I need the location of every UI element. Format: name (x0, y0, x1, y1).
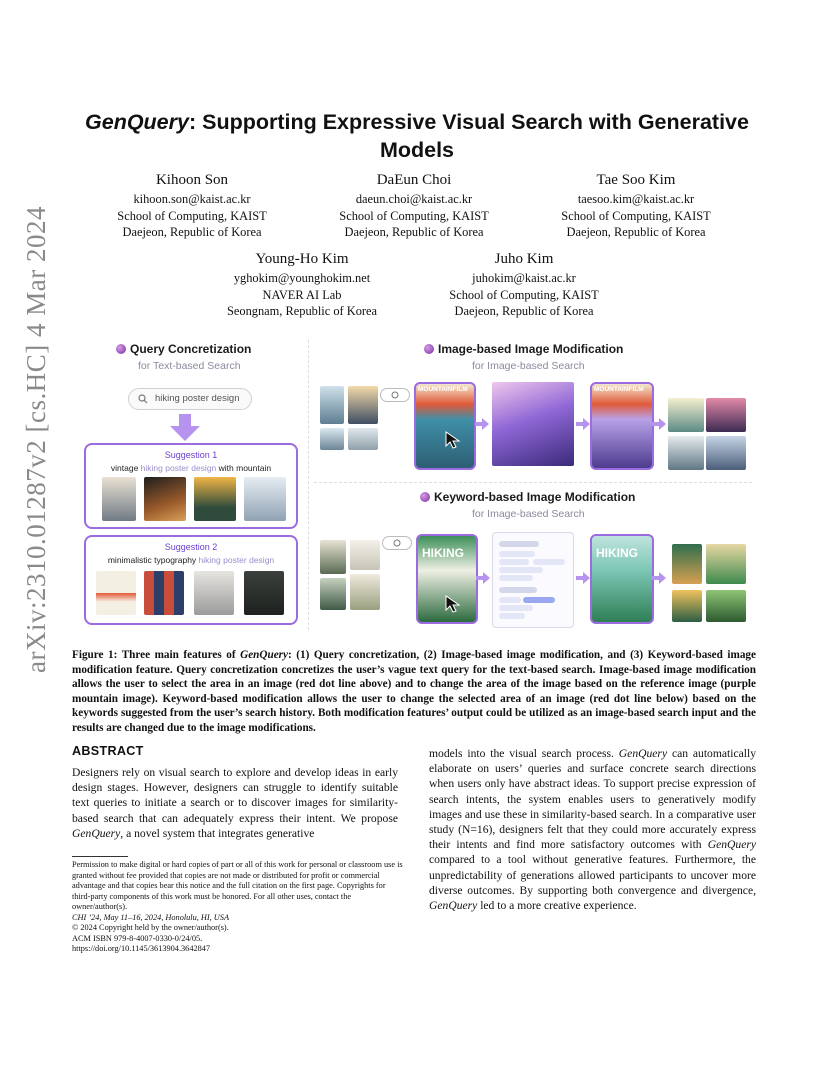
title-rest: : Supporting Expressive Visual Search with Generative Models (188, 110, 749, 162)
suggestion-label: Suggestion 1 (164, 450, 218, 460)
author-email: taesoo.kim@kaist.ac.kr (577, 192, 695, 206)
panel-keyword-modification-subtitle: for Image-based Search (472, 508, 585, 520)
title-system-name: GenQuery (85, 110, 189, 134)
right-arrow-icon (652, 418, 666, 430)
result-thumbnail (706, 436, 746, 470)
modified-hiking-poster (590, 534, 654, 624)
author-block-4 (202, 249, 402, 320)
source-thumbnail (350, 540, 380, 570)
author-block-3 (536, 170, 736, 241)
author-block-1 (92, 170, 292, 241)
figure-1 (82, 336, 754, 632)
keyword-chip[interactable] (499, 613, 525, 619)
result-thumbnail (96, 571, 136, 615)
poster-title: MOUNTAINFILM (418, 386, 468, 393)
poster-title: MOUNTAINFILM (594, 386, 644, 393)
right-arrow-icon (475, 418, 489, 430)
result-thumbnail (244, 571, 284, 615)
keyword-chip-selected[interactable] (523, 597, 555, 603)
author-block-2 (314, 170, 514, 241)
source-thumbnail (320, 540, 346, 574)
search-icon (138, 394, 148, 404)
panel-query-concretization-title: Query Concretization (116, 342, 251, 356)
suggestion-card-1 (84, 443, 298, 529)
search-bar (128, 388, 252, 410)
isbn-text: ACM ISBN 979-8-4007-0330-0/24/05. (72, 933, 203, 943)
panel-image-modification-title: Image-based Image Modification (424, 342, 623, 356)
arxiv-stamp: arXiv:2310.01287v2 [cs.HC] 4 Mar 2024 (21, 206, 51, 673)
figure-caption: Figure 1: Three main features of GenQuery: (1) Query concretization, (2) Image-based image modification, and (3) Keyword-based image modification feature. Query concretization concretizes the user’s vague text query for the text-based search. Image-based image modification allows the user to select the area in an image (red dot line above) and to change the area of the image based on the reference image (purple mountain image). Keyword-based modification allows the user to change the selected area of an image (red dot line below) based on the keywords suggested from the user’s search history. Both modification features’ output could be utilized as an image-based search input and the results are changed due to the image modifications. (72, 649, 756, 734)
result-thumbnail (144, 477, 186, 521)
source-thumbnail (350, 574, 380, 610)
source-thumbnail (320, 428, 344, 450)
result-thumbnail (706, 590, 746, 622)
suggestion-text: vintage hiking poster design with mountain (110, 463, 272, 473)
result-thumbnail (244, 477, 286, 521)
modified-poster-image (590, 382, 654, 470)
keyword-chip[interactable] (499, 567, 543, 573)
author-affiliation: School of Computing, KAIST (117, 208, 267, 223)
permission-text: Permission to make digital or hard copies of part or all of this work for personal or classroom use is granted without fee provided that copies are not made or distributed for profit or commercial advantage and that copies bear this notice and the full citation on the first page. Copyrights for third-party components of this work must be honored. For all other uses, contact the owner/author(s). (72, 860, 403, 911)
keyword-chip[interactable] (499, 605, 533, 611)
right-arrow-icon (576, 418, 590, 430)
author-name: Kihoon Son (155, 172, 229, 188)
right-arrow-icon (652, 572, 666, 584)
author-affiliation: School of Computing, KAIST (561, 208, 711, 223)
keyword-chip[interactable] (499, 559, 529, 565)
suggestion-label: Suggestion 2 (164, 542, 218, 552)
source-thumbnail (348, 386, 378, 424)
author-email: yghokim@younghokim.net (233, 271, 371, 285)
source-poster-image (414, 382, 476, 470)
down-arrow-icon (170, 414, 200, 442)
right-arrow-icon (476, 572, 490, 584)
result-thumbnail (668, 436, 704, 470)
panel-keyword-modification-title: Keyword-based Image Modification (420, 490, 635, 504)
result-thumbnail (706, 544, 746, 584)
result-thumbnail (706, 398, 746, 432)
author-location: Daejeon, Republic of Korea (344, 225, 484, 239)
author-name: Young-Ho Kim (255, 251, 349, 267)
feature-dot-icon (424, 344, 434, 354)
author-location: Daejeon, Republic of Korea (454, 304, 594, 318)
keyword-chip[interactable] (499, 551, 535, 557)
paper-title (72, 108, 762, 164)
abstract-right-column: models into the visual search process. GenQuery can automatically elaborate on users’ queries and surface concrete search directions when users only have abstract ideas. To support precise expression of search intents, the system enables users to generatively modify images and use these in similarity-based search. In a comparative user study (N=16), designers felt that they could more accurately express their intents and find more satisfactory outcomes with GenQuery compared to a tool without generative features. Furthermore, the unpredictability of generations allowed participants to uncover more diverse outcomes. By supporting both convergence and divergence, GenQuery led to a more creative experience. (429, 747, 756, 913)
panel-divider (314, 482, 752, 483)
search-toolbar-icon (382, 536, 412, 550)
result-thumbnail (194, 477, 236, 521)
author-email: kihoon.son@kaist.ac.kr (133, 192, 251, 206)
suggestion-text: minimalistic typography hiking poster design (107, 555, 275, 565)
author-email: juhokim@kaist.ac.kr (472, 271, 576, 285)
author-affiliation: NAVER AI Lab (262, 287, 342, 302)
copyright-text: © 2024 Copyright held by the owner/author(s). (72, 923, 229, 932)
author-block-5 (424, 249, 624, 320)
doi-link[interactable]: https://doi.org/10.1145/3613904.3642847 (72, 944, 211, 953)
source-thumbnail (320, 578, 346, 610)
venue-text: CHI ’24, May 11–16, 2024, Honolulu, HI, USA (72, 912, 230, 922)
footnote-rule (72, 856, 128, 857)
author-location: Daejeon, Republic of Korea (122, 225, 262, 239)
abstract-left-column: Designers rely on visual search to explore and develop ideas in early design stages. However, designers can struggle to identify suitable text queries to initiate a search or to discover images for similarity-based search that can adequately express their intent. We propose GenQuery, a novel system that integrates generative (72, 766, 398, 840)
source-thumbnail (348, 428, 378, 450)
feature-dot-icon (420, 492, 430, 502)
author-location: Daejeon, Republic of Korea (566, 225, 706, 239)
suggestion-card-2 (84, 535, 298, 625)
keyword-chip[interactable] (499, 587, 537, 593)
author-name: DaEun Choi (376, 172, 452, 188)
cursor-icon (444, 594, 464, 614)
permission-footnote (72, 860, 406, 955)
result-thumbnail (144, 571, 184, 615)
keyword-suggestion-panel (492, 532, 574, 628)
author-location: Seongnam, Republic of Korea (226, 304, 378, 318)
source-hiking-poster (416, 534, 478, 624)
source-thumbnail (320, 386, 344, 424)
keyword-chip[interactable] (499, 597, 521, 603)
reference-mountain-image (492, 382, 574, 466)
author-email: daeun.choi@kaist.ac.kr (355, 192, 473, 206)
poster-title: HIKING (422, 546, 464, 560)
keyword-chip[interactable] (499, 575, 533, 581)
result-thumbnail (668, 398, 704, 432)
panel-image-modification-subtitle: for Image-based Search (472, 360, 585, 372)
poster-title: HIKING (596, 546, 638, 560)
author-affiliation: School of Computing, KAIST (449, 287, 599, 302)
result-thumbnail (672, 590, 702, 622)
author-affiliation: School of Computing, KAIST (339, 208, 489, 223)
abstract-heading: ABSTRACT (72, 744, 144, 758)
result-thumbnail (672, 544, 702, 584)
result-thumbnail (194, 571, 234, 615)
panel-divider (308, 340, 309, 630)
right-arrow-icon (576, 572, 590, 584)
keyword-chip[interactable] (499, 541, 539, 547)
keyword-chip[interactable] (533, 559, 565, 565)
result-thumbnail (102, 477, 136, 521)
author-name: Tae Soo Kim (596, 172, 676, 188)
cursor-icon (444, 430, 464, 450)
feature-dot-icon (116, 344, 126, 354)
search-toolbar-icon (380, 388, 410, 402)
panel-query-concretization-subtitle: for Text-based Search (138, 360, 241, 372)
search-query-text: hiking poster design (155, 393, 240, 404)
author-name: Juho Kim (494, 251, 554, 267)
